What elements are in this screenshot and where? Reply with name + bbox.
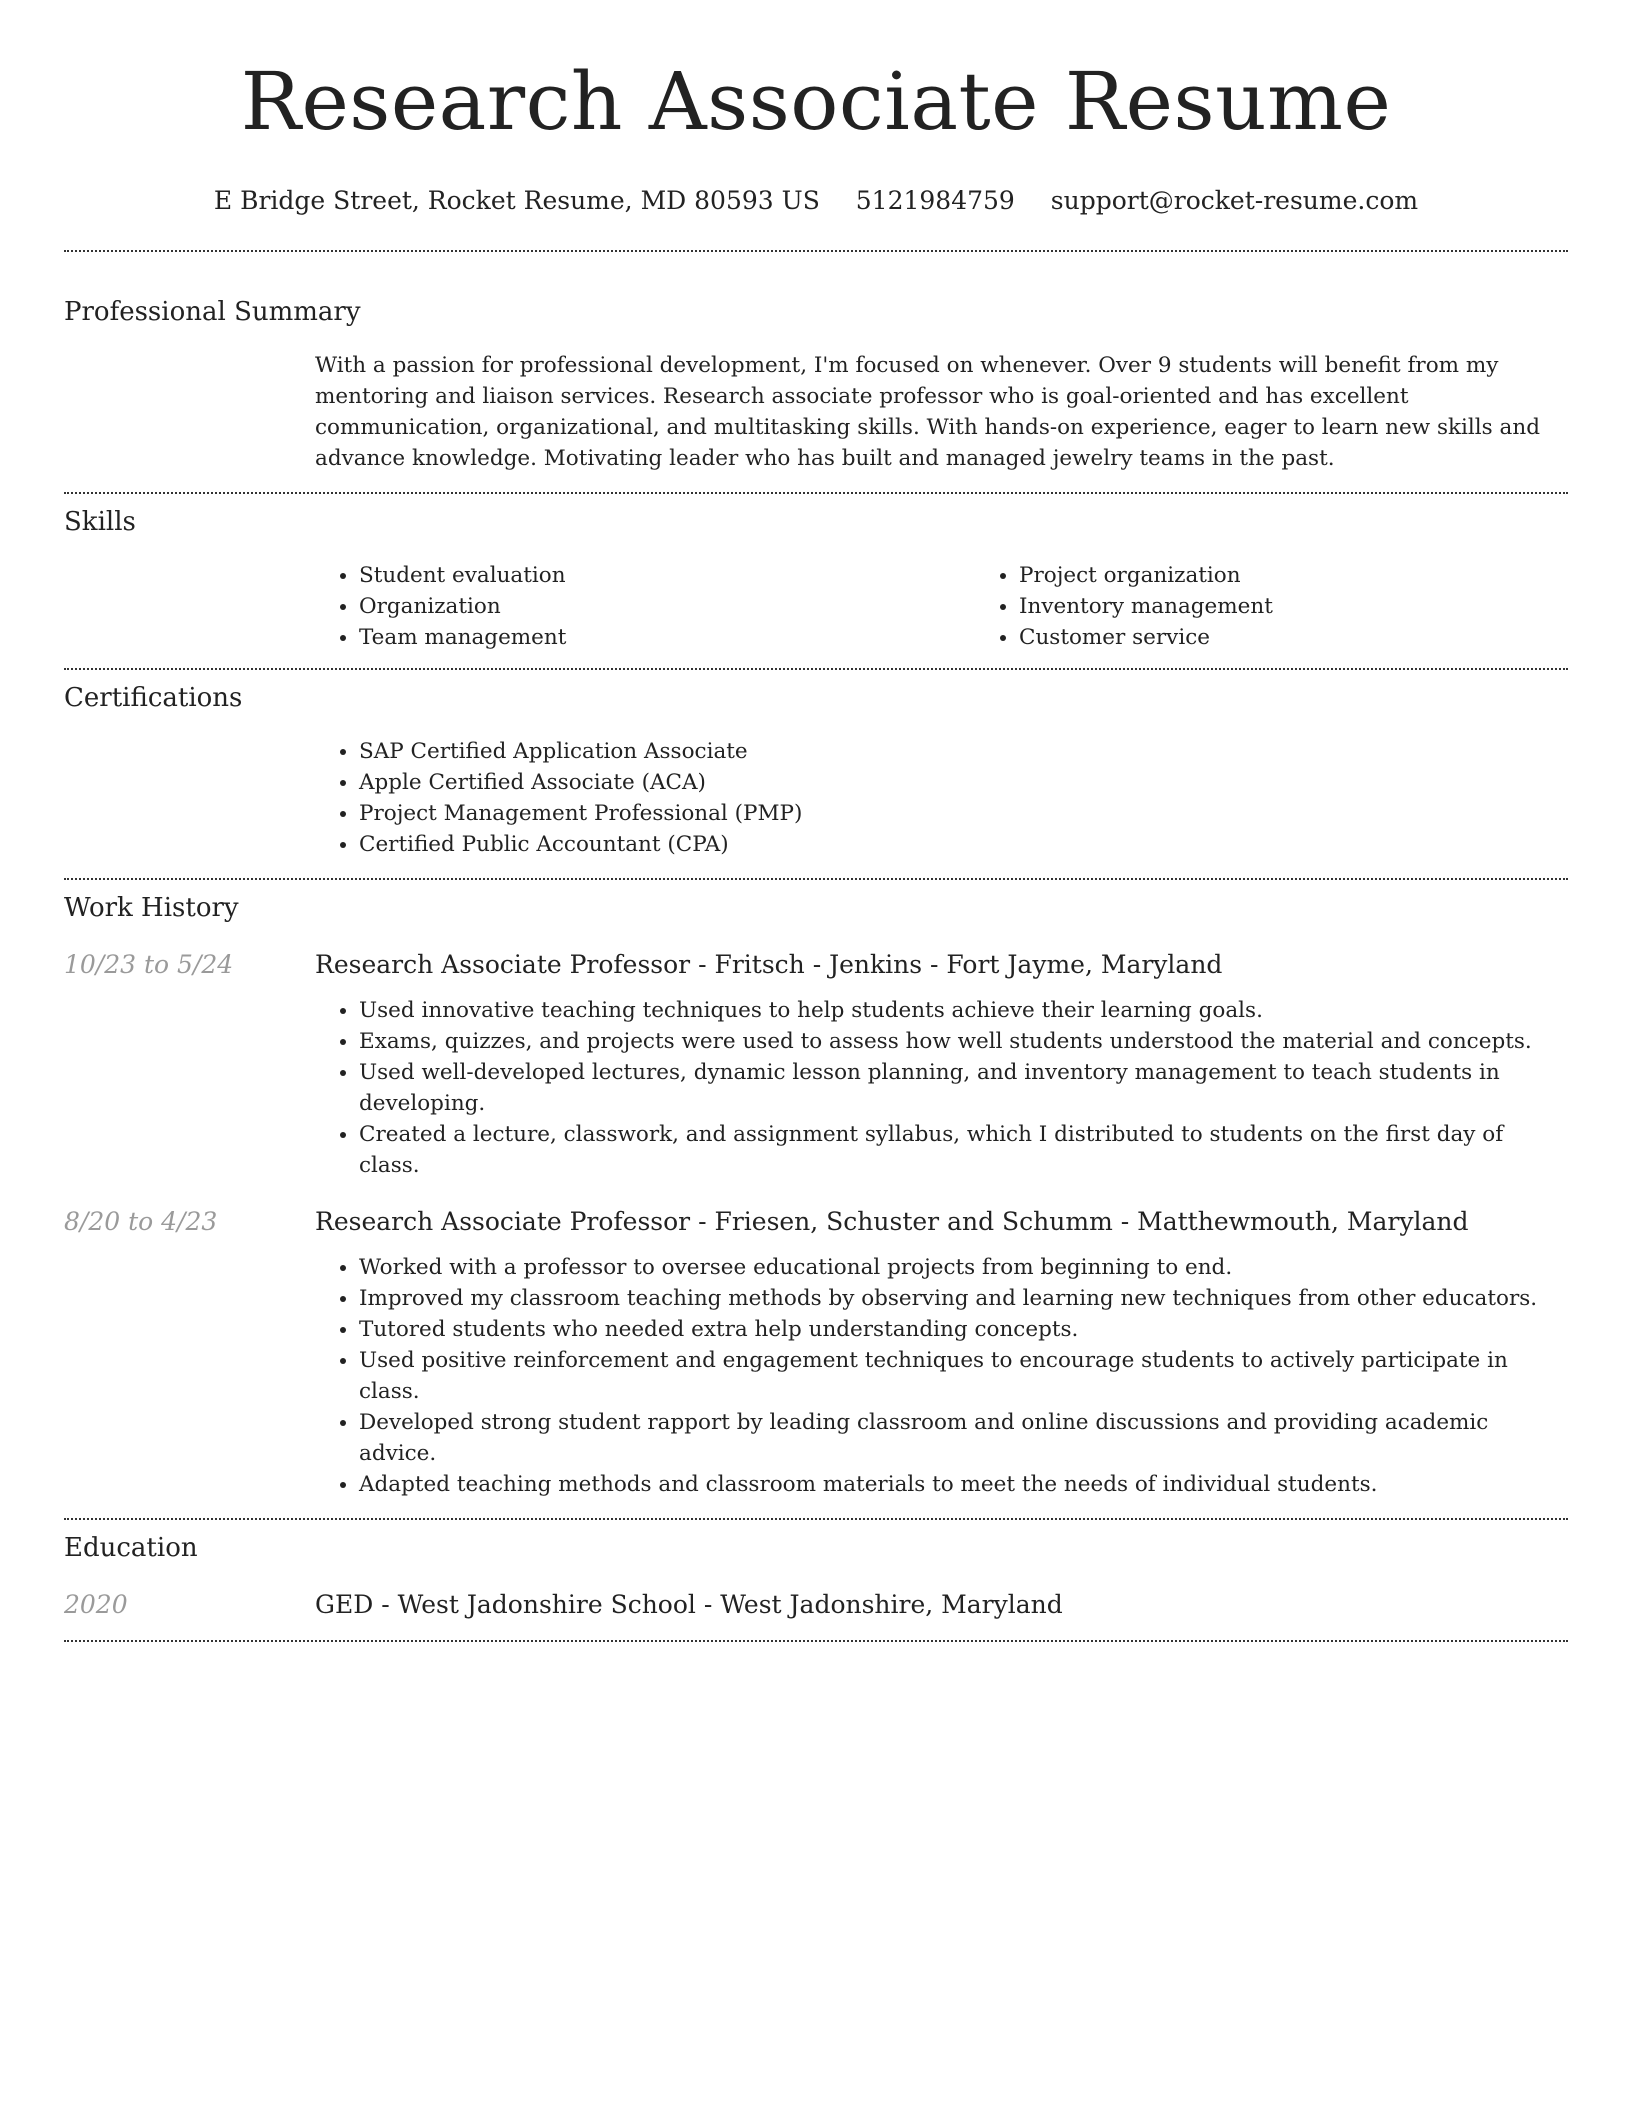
page-title: Research Associate Resume <box>240 55 1392 148</box>
job-bullet: • Worked with a professor to oversee educational projects from beginning to end. <box>359 1252 1568 1283</box>
divider <box>64 250 1568 252</box>
divider <box>64 1518 1568 1520</box>
skill-item: • Student evaluation <box>359 560 975 591</box>
contact-line <box>64 186 1568 216</box>
education-year: 2020 <box>64 1590 128 1619</box>
divider <box>64 878 1568 880</box>
skill-item: • Inventory management <box>1019 591 1632 622</box>
job-bullet: • Used innovative teaching techniques to help students achieve their learning goals. <box>359 995 1568 1026</box>
work-history-section <box>64 893 1568 1500</box>
job-bullet: • Adapted teaching methods and classroom materials to meet the needs of individual students. <box>359 1469 1568 1500</box>
divider <box>64 1640 1568 1642</box>
education-title: GED - West Jadonshire School - West Jadonshire, Maryland <box>315 1590 1063 1619</box>
job-bullet: • Tutored students who needed extra help understanding concepts. <box>359 1314 1568 1345</box>
job-bullet: • Improved my classroom teaching methods by observing and learning new techniques from other educators. <box>359 1283 1568 1314</box>
job-dates: 10/23 to 5/24 <box>64 950 234 979</box>
skill-item: • Organization <box>359 591 975 622</box>
section-heading-certifications: Certifications <box>64 683 243 713</box>
divider <box>64 668 1568 670</box>
section-heading-education: Education <box>64 1533 198 1563</box>
skills-list-left <box>315 560 975 653</box>
job-bullet: • Developed strong student rapport by leading classroom and online discussions and providing academic advice. <box>359 1407 1568 1469</box>
skills-list-right <box>975 560 1632 653</box>
contact-phone: 5121984759 <box>855 186 1015 215</box>
job-bullet: • Used well-developed lectures, dynamic lesson planning, and inventory management to teach students in developing. <box>359 1057 1568 1119</box>
certification-item: • Certified Public Accountant (CPA) <box>359 829 1568 860</box>
contact-email: support@rocket-resume.com <box>1050 186 1419 215</box>
job-bullet: • Used positive reinforcement and engagement techniques to encourage students to actively participate in class. <box>359 1345 1568 1407</box>
job-bullets <box>315 1252 1568 1500</box>
certification-item: • Apple Certified Associate (ACA) <box>359 767 1568 798</box>
job-bullet: • Exams, quizzes, and projects were used to assess how well students understood the material and concepts. <box>359 1026 1568 1057</box>
job-entry <box>64 950 1568 1181</box>
skills-section <box>64 507 1568 653</box>
summary-section <box>64 297 1568 474</box>
section-heading-summary: Professional Summary <box>64 297 361 327</box>
section-heading-skills: Skills <box>64 507 136 537</box>
skill-item: • Project organization <box>1019 560 1632 591</box>
contact-address: E Bridge Street, Rocket Resume, MD 80593 US <box>213 186 820 215</box>
job-entry <box>64 1207 1568 1500</box>
certifications-section <box>64 683 1568 860</box>
divider <box>64 492 1568 494</box>
job-title: Research Associate Professor - Friesen, Schuster and Schumm - Matthewmouth, Maryland <box>315 1207 1469 1236</box>
job-bullets <box>315 995 1568 1181</box>
job-bullet: • Created a lecture, classwork, and assignment syllabus, which I distributed to students on the first day of class. <box>359 1119 1568 1181</box>
summary-text: With a passion for professional development, I'm focused on whenever. Over 9 students will benefit from my mentoring and liaison services. Research associate professor who is goal-oriented and has excellent communication, organizational, and multitasking skills. With hands-on experience, eager to learn new skills and advance knowledge. Motivating leader who has built and managed jewelry teams in the past. <box>315 353 1540 471</box>
job-title: Research Associate Professor - Fritsch - Jenkins - Fort Jayme, Maryland <box>315 950 1223 979</box>
skill-item: • Customer service <box>1019 622 1632 653</box>
certification-item: • SAP Certified Application Associate <box>359 736 1568 767</box>
skill-item: • Team management <box>359 622 975 653</box>
certification-item: • Project Management Professional (PMP) <box>359 798 1568 829</box>
job-dates: 8/20 to 4/23 <box>64 1207 218 1236</box>
section-heading-work-history: Work History <box>64 893 239 923</box>
education-section <box>64 1533 1568 1620</box>
certifications-list <box>315 736 1568 860</box>
education-entry <box>64 1590 1568 1620</box>
